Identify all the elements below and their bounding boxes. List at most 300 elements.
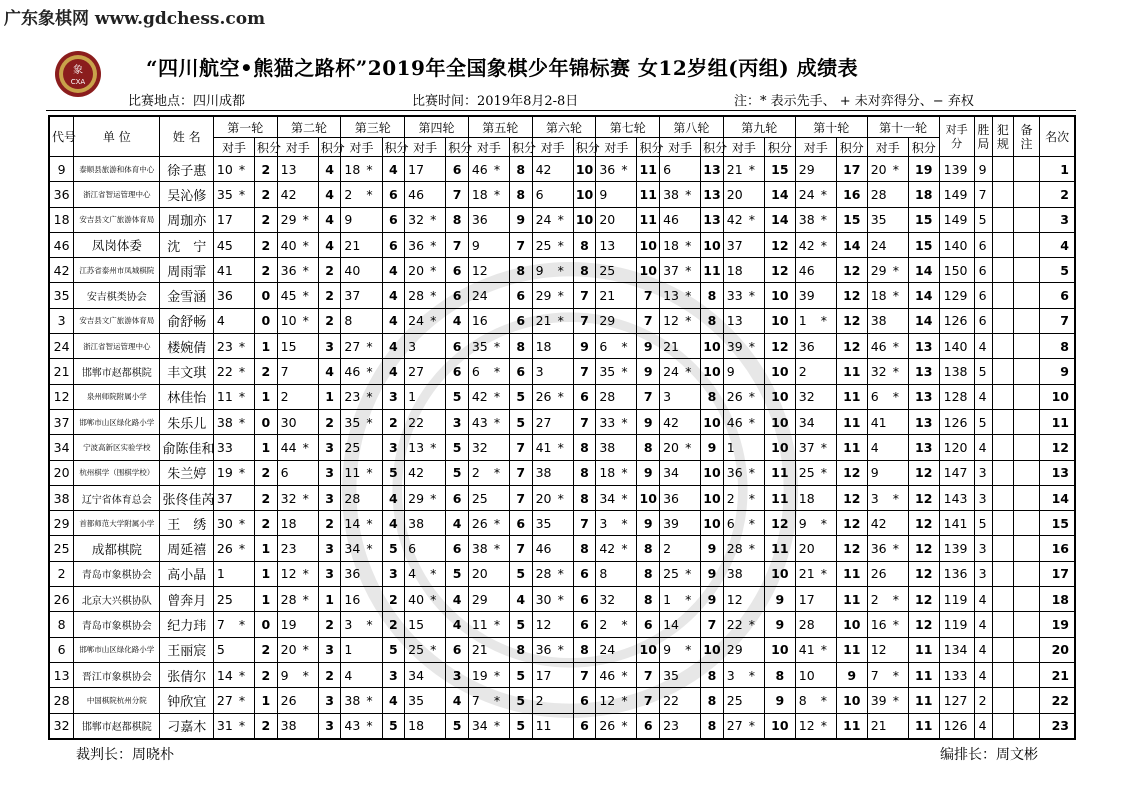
opponent-code: 27 [535, 414, 552, 430]
round-points: 5 [509, 409, 532, 434]
round-points: 4 [446, 688, 469, 713]
opponent-cell [867, 359, 908, 384]
opponent-cell [723, 334, 764, 359]
round-points: 2 [382, 612, 405, 637]
player-code: 13 [49, 662, 74, 687]
header-pts: 积分 [318, 138, 341, 157]
opponent-cell [795, 384, 836, 409]
round-points: 4 [382, 485, 405, 510]
opponent-cell [468, 232, 509, 257]
player-unit: 首都师范大学附属小学 [74, 511, 160, 536]
opponent-code: 29 [870, 262, 887, 278]
first-move-mark: * [238, 465, 246, 481]
opponent-code: 38 [535, 465, 552, 481]
opponent-cell [468, 258, 509, 283]
opponent-cell [468, 384, 509, 409]
opponent-cell [213, 232, 254, 257]
round-points: 6 [446, 359, 469, 384]
opponent-cell [213, 283, 254, 308]
round-points: 10 [573, 182, 596, 207]
wins-count: 7 [974, 182, 993, 207]
first-move-mark: * [748, 389, 756, 405]
opponent-code: 42 [663, 414, 679, 430]
opponent-code: 15 [408, 616, 425, 632]
opponent-cell [213, 435, 254, 460]
round-points: 12 [908, 511, 939, 536]
opponent-code: 20 [535, 490, 552, 506]
opponent-code: 18 [798, 490, 815, 506]
foul-cell [993, 258, 1014, 283]
opponent-code: 35 [344, 414, 361, 430]
opponent-score: 119 [939, 587, 974, 612]
header-unit: 单 位 [74, 116, 160, 157]
opponent-code: 14 [663, 616, 679, 632]
first-move-mark: * [748, 338, 756, 354]
round-points: 7 [509, 460, 532, 485]
opponent-code: 42 [599, 541, 616, 557]
opponent-cell [867, 409, 908, 434]
foul-cell [993, 207, 1014, 232]
round-points: 7 [573, 359, 596, 384]
round-points: 10 [764, 713, 795, 739]
opponent-code: 19 [280, 616, 297, 632]
opponent-code: 25 [798, 465, 815, 481]
opponent-cell [723, 587, 764, 612]
round-points: 5 [509, 384, 532, 409]
remark-cell [1013, 283, 1040, 308]
opponent-code: 32 [280, 490, 297, 506]
opponent-code: 34 [344, 541, 361, 557]
first-move-mark: * [892, 692, 899, 708]
first-move-mark: * [748, 161, 756, 177]
opponent-cell [660, 232, 701, 257]
round-points: 2 [255, 485, 278, 510]
opponent-cell [213, 359, 254, 384]
opponent-code: 29 [408, 490, 425, 506]
opponent-cell [532, 182, 573, 207]
opponent-code: 41 [216, 262, 233, 278]
opponent-cell [660, 713, 701, 739]
first-move-mark: * [430, 591, 437, 607]
round-points: 6 [573, 561, 596, 586]
opponent-cell [660, 207, 701, 232]
round-points: 8 [637, 536, 660, 561]
opponent-cell [867, 688, 908, 713]
opponent-code: 25 [408, 642, 425, 658]
opponent-cell [341, 157, 382, 182]
opponent-cell [867, 232, 908, 257]
player-code: 36 [49, 182, 74, 207]
header-opp-score: 对手分 [939, 116, 974, 157]
opponent-cell [596, 409, 637, 434]
player-code: 26 [49, 587, 74, 612]
round-points: 14 [836, 232, 867, 257]
opponent-cell [468, 485, 509, 510]
player-unit: 中国棋院杭州分院 [74, 688, 160, 713]
time-label: 比赛时间：2019年8月2-8日 [412, 94, 579, 109]
first-move-mark: * [820, 186, 827, 202]
opponent-cell [867, 308, 908, 333]
opponent-cell [405, 587, 446, 612]
wins-count: 5 [974, 511, 993, 536]
opponent-code: 32 [599, 591, 616, 607]
opponent-code: 29 [280, 212, 297, 228]
opponent-cell [277, 207, 318, 232]
opponent-score: 147 [939, 460, 974, 485]
table-row [49, 713, 1075, 739]
round-points: 12 [764, 334, 795, 359]
table-row [49, 384, 1075, 409]
opponent-cell [596, 435, 637, 460]
remark-cell [1013, 359, 1040, 384]
opponent-code: 46 [599, 667, 616, 683]
round-points: 6 [446, 637, 469, 662]
opponent-cell [532, 713, 573, 739]
round-points: 11 [908, 662, 939, 687]
player-code: 9 [49, 157, 74, 182]
opponent-cell [867, 258, 908, 283]
round-points: 16 [836, 182, 867, 207]
opponent-cell [277, 308, 318, 333]
foul-cell [993, 157, 1014, 182]
first-move-mark: * [685, 591, 692, 607]
opponent-cell [213, 561, 254, 586]
opponent-code: 6 [280, 465, 289, 481]
wins-count: 5 [974, 409, 993, 434]
opponent-cell [341, 460, 382, 485]
round-points: 8 [573, 460, 596, 485]
opponent-code: 3 [408, 338, 417, 354]
round-points: 2 [255, 207, 278, 232]
round-points: 2 [255, 662, 278, 687]
opponent-cell [405, 308, 446, 333]
opponent-cell [468, 409, 509, 434]
opponent-cell [532, 283, 573, 308]
opponent-code: 27 [408, 364, 425, 380]
round-points: 6 [573, 688, 596, 713]
opponent-cell [341, 384, 382, 409]
opponent-cell [405, 637, 446, 662]
opponent-cell [405, 157, 446, 182]
first-move-mark: * [366, 414, 373, 430]
opponent-cell [867, 511, 908, 536]
first-move-mark: * [621, 718, 628, 734]
opponent-code: 9 [726, 364, 735, 380]
opponent-code: 14 [344, 515, 361, 531]
round-points: 3 [318, 485, 341, 510]
opponent-code: 37 [726, 237, 743, 253]
header-pts: 积分 [637, 138, 660, 157]
opponent-code: 42 [280, 186, 297, 202]
opponent-code: 43 [471, 414, 488, 430]
opponent-code: 35 [216, 186, 233, 202]
opponent-cell [795, 182, 836, 207]
opponent-code: 36 [471, 212, 488, 228]
opponent-cell [405, 409, 446, 434]
opponent-code: 17 [798, 591, 815, 607]
round-points: 2 [255, 182, 278, 207]
round-points: 2 [255, 258, 278, 283]
opponent-code: 34 [408, 667, 425, 683]
first-move-mark: * [748, 465, 756, 481]
opponent-code: 3 [726, 667, 735, 683]
round-points: 12 [836, 536, 867, 561]
opponent-cell [468, 637, 509, 662]
opponent-cell [532, 232, 573, 257]
opponent-code: 38 [663, 186, 679, 202]
foul-cell [993, 637, 1014, 662]
table-row [49, 511, 1075, 536]
opponent-code: 12 [798, 718, 815, 734]
first-move-mark: * [430, 237, 437, 253]
opponent-cell [468, 157, 509, 182]
round-points: 4 [382, 258, 405, 283]
round-points: 10 [764, 435, 795, 460]
round-points: 7 [573, 511, 596, 536]
opponent-cell [723, 409, 764, 434]
player-code: 6 [49, 637, 74, 662]
header-round: 第六轮 [532, 116, 596, 138]
opponent-code: 4 [216, 313, 225, 329]
opponent-cell [213, 536, 254, 561]
round-points: 6 [382, 182, 405, 207]
first-move-mark: * [430, 490, 437, 506]
opponent-code: 25 [535, 237, 552, 253]
opponent-code: 29 [535, 288, 552, 304]
opponent-code: 24 [408, 313, 425, 329]
round-points: 2 [382, 587, 405, 612]
opponent-code: 38 [599, 439, 616, 455]
opponent-code: 36 [599, 161, 616, 177]
opponent-cell [795, 688, 836, 713]
opponent-code: 9 [280, 667, 289, 683]
opponent-cell [532, 258, 573, 283]
round-points: 7 [573, 283, 596, 308]
opponent-cell [341, 283, 382, 308]
round-points: 1 [255, 536, 278, 561]
opponent-cell [867, 460, 908, 485]
opponent-code: 34 [471, 718, 488, 734]
opponent-code: 8 [798, 692, 807, 708]
round-points: 7 [446, 232, 469, 257]
opponent-cell [341, 485, 382, 510]
opponent-code: 21 [798, 566, 815, 582]
round-points: 4 [382, 359, 405, 384]
opponent-code: 18 [870, 288, 887, 304]
opponent-cell [867, 384, 908, 409]
first-move-mark: * [238, 616, 246, 632]
first-move-mark: * [493, 718, 501, 734]
foul-cell [993, 384, 1014, 409]
opponent-code: 34 [599, 490, 616, 506]
header-pts: 积分 [764, 138, 795, 157]
header-remark: 备注 [1013, 116, 1040, 157]
first-move-mark: * [238, 338, 246, 354]
opponent-cell [596, 511, 637, 536]
opponent-code: 3 [663, 389, 672, 405]
opponent-cell [341, 536, 382, 561]
first-move-mark: * [892, 161, 899, 177]
opponent-code: 9 [471, 237, 480, 253]
round-points: 9 [637, 359, 660, 384]
first-move-mark: * [892, 490, 899, 506]
round-points: 6 [509, 283, 532, 308]
round-points: 8 [637, 435, 660, 460]
round-points: 2 [318, 283, 341, 308]
round-points: 4 [318, 182, 341, 207]
first-move-mark: * [685, 288, 692, 304]
table-row [49, 283, 1075, 308]
round-points: 8 [573, 637, 596, 662]
opponent-cell [596, 587, 637, 612]
round-points: 18 [908, 182, 939, 207]
opponent-cell [867, 435, 908, 460]
opponent-score: 119 [939, 612, 974, 637]
first-move-mark: * [621, 616, 628, 632]
opponent-code: 26 [280, 692, 297, 708]
remark-cell [1013, 409, 1040, 434]
round-points: 0 [255, 283, 278, 308]
round-points: 11 [764, 460, 795, 485]
opponent-code: 12 [280, 566, 297, 582]
opponent-score: 126 [939, 308, 974, 333]
first-move-mark: * [685, 642, 692, 658]
first-move-mark: * [493, 541, 501, 557]
opponent-code: 46 [471, 161, 488, 177]
round-points: 11 [701, 258, 724, 283]
first-move-mark: * [493, 616, 501, 632]
opponent-score: 136 [939, 561, 974, 586]
player-code: 18 [49, 207, 74, 232]
opponent-code: 24 [471, 288, 488, 304]
round-points: 10 [637, 258, 660, 283]
opponent-cell [277, 688, 318, 713]
first-move-mark: * [892, 338, 899, 354]
wins-count: 4 [974, 662, 993, 687]
table-row [49, 662, 1075, 687]
opponent-cell [341, 308, 382, 333]
opponent-code: 26 [726, 389, 743, 405]
opponent-cell [468, 308, 509, 333]
round-points: 10 [701, 485, 724, 510]
round-points: 8 [509, 258, 532, 283]
round-points: 9 [764, 688, 795, 713]
round-points: 2 [255, 637, 278, 662]
opponent-code: 35 [599, 364, 616, 380]
opponent-cell [532, 359, 573, 384]
opponent-code: 18 [471, 186, 488, 202]
player-unit: 泰顺县旅游和体育中心 [74, 157, 160, 182]
opponent-cell [213, 485, 254, 510]
opponent-cell [468, 662, 509, 687]
opponent-cell [795, 334, 836, 359]
opponent-code: 28 [599, 389, 616, 405]
rank-cell: 5 [1040, 258, 1075, 283]
opponent-cell [405, 662, 446, 687]
opponent-cell [277, 384, 318, 409]
opponent-code: 9 [870, 465, 879, 481]
first-move-mark: * [302, 237, 309, 253]
first-move-mark: * [238, 186, 246, 202]
header-round: 第三轮 [341, 116, 405, 138]
first-move-mark: * [430, 313, 437, 329]
opponent-score: 143 [939, 485, 974, 510]
round-points: 10 [701, 511, 724, 536]
round-points: 11 [836, 435, 867, 460]
first-move-mark: * [557, 212, 564, 228]
opponent-code: 41 [870, 414, 887, 430]
foul-cell [993, 688, 1014, 713]
round-points: 5 [446, 561, 469, 586]
opponent-cell [468, 688, 509, 713]
opponent-cell [867, 612, 908, 637]
first-move-mark: * [366, 186, 373, 202]
header-opp: 对手 [867, 138, 908, 157]
round-points: 10 [573, 157, 596, 182]
round-points: 9 [836, 662, 867, 687]
wins-count: 4 [974, 612, 993, 637]
round-points: 4 [318, 232, 341, 257]
round-points: 1 [255, 384, 278, 409]
player-code: 42 [49, 258, 74, 283]
opponent-code: 42 [408, 465, 425, 481]
round-points: 10 [701, 359, 724, 384]
round-points: 10 [764, 384, 795, 409]
player-code: 46 [49, 232, 74, 257]
first-move-mark: * [302, 642, 309, 658]
first-move-mark: * [493, 465, 501, 481]
table-row [49, 435, 1075, 460]
opponent-code: 39 [663, 515, 679, 531]
opponent-code: 12 [535, 616, 552, 632]
opponent-cell [277, 587, 318, 612]
opponent-cell [867, 587, 908, 612]
opponent-cell [405, 485, 446, 510]
round-points: 14 [908, 283, 939, 308]
opponent-code: 20 [798, 541, 815, 557]
opponent-score: 141 [939, 511, 974, 536]
round-points: 1 [318, 587, 341, 612]
opponent-cell [795, 460, 836, 485]
opponent-cell [468, 283, 509, 308]
round-points: 12 [908, 460, 939, 485]
opponent-code: 26 [216, 541, 233, 557]
first-move-mark: * [366, 718, 373, 734]
round-points: 7 [637, 688, 660, 713]
round-points: 8 [573, 435, 596, 460]
round-points: 6 [509, 511, 532, 536]
opponent-code: 21 [535, 313, 552, 329]
rank-cell: 7 [1040, 308, 1075, 333]
opponent-code: 11 [471, 616, 488, 632]
first-move-mark: * [748, 616, 756, 632]
table-row [49, 561, 1075, 586]
opponent-code: 6 [870, 389, 879, 405]
opponent-cell [468, 460, 509, 485]
round-points: 11 [836, 409, 867, 434]
arranger-label: 编排长：周文彬 [940, 747, 1038, 763]
opponent-code: 25 [599, 262, 616, 278]
opponent-code: 39 [870, 692, 887, 708]
rank-cell: 21 [1040, 662, 1075, 687]
round-points: 13 [908, 359, 939, 384]
opponent-score: 139 [939, 157, 974, 182]
opponent-code: 36 [535, 642, 552, 658]
opponent-code: 20 [663, 439, 679, 455]
rank-cell: 10 [1040, 384, 1075, 409]
opponent-cell [596, 182, 637, 207]
opponent-code: 7 [870, 667, 879, 683]
